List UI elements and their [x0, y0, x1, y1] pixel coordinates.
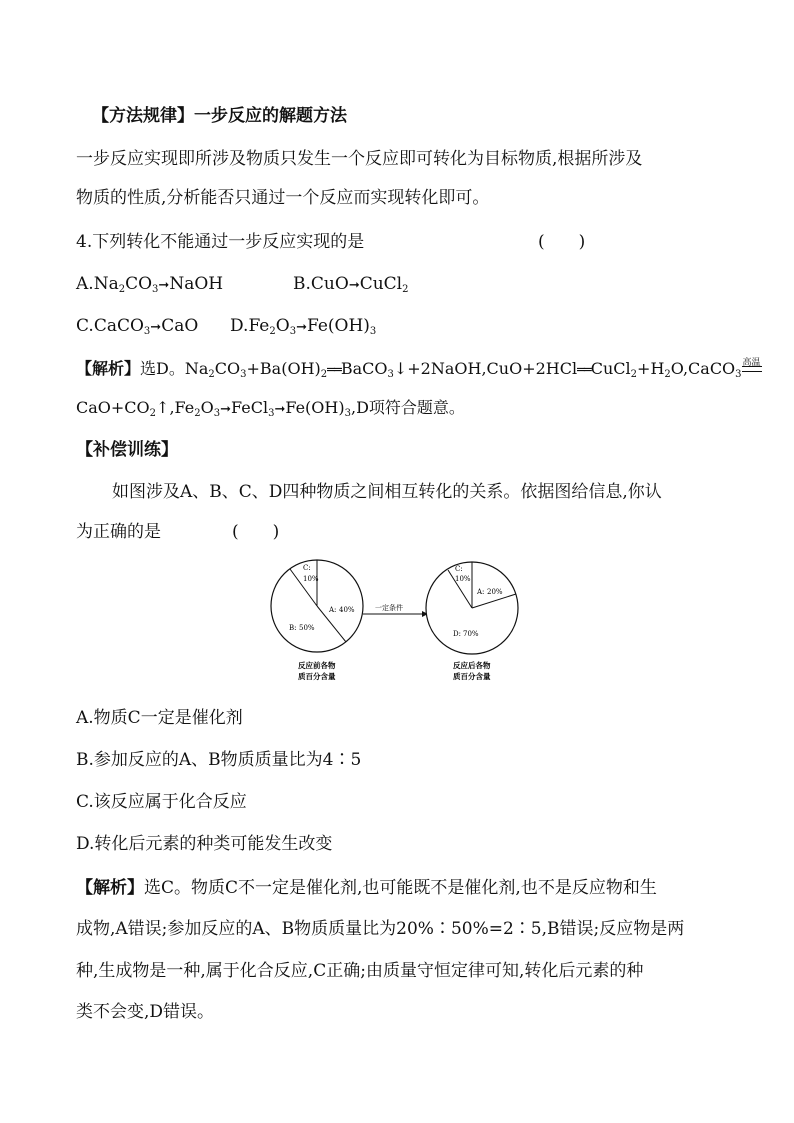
reaction-condition-label: 一定条件: [375, 604, 403, 612]
left-caption-2: 质百分含量: [298, 672, 336, 681]
answer-line-4: 类不会变,D错误。: [76, 1002, 215, 1022]
option-c: C.该反应属于化合反应: [76, 792, 247, 812]
right-pie: [426, 562, 518, 654]
right-slice-c-label: C:: [455, 565, 463, 573]
right-slice-a-label: A:: [477, 588, 485, 596]
left-slice-b-label: B:: [289, 624, 297, 632]
answer-line-2: 成物,A错误;参加反应的A、B物质质量比为20%∶50%=2∶5,B错误;反应物是两: [76, 919, 685, 939]
reaction-condition: 高温: [742, 357, 762, 375]
question-4-option-a: $A.Na_2CO_3➞NaOH$: [76, 274, 224, 295]
supplementary-stem-1: 如图涉及A、B、C、D四种物质之间相互转化的关系。依据图给信息,你认: [112, 482, 662, 502]
reaction-pie-figure: [270, 556, 530, 686]
question-4-option-d: $D.Fe_2O_3➞Fe(OH)_3$: [230, 316, 377, 337]
right-slice-d-value: 70%: [463, 630, 479, 638]
left-slice-c-label: C:: [303, 564, 311, 572]
question-4-option-b: B.CuO➞CuCl$_2$: [293, 274, 409, 295]
right-slice-a-value: 20%: [487, 588, 503, 596]
answer-line-1: 【解析】选C。物质C不一定是催化剂,也可能既不是催化剂,也不是反应物和生: [76, 878, 657, 898]
left-slice-c-value: 10%: [303, 575, 319, 583]
question-4-option-c: C.CaCO$_3$➞CaO: [76, 316, 199, 337]
left-slice-b-value: 50%: [299, 624, 315, 632]
left-slice-a-value: 40%: [339, 606, 355, 614]
supplementary-answer-paren: ( ): [232, 522, 280, 542]
left-pie: [271, 560, 363, 652]
option-b: B.参加反应的A、B物质质量比为4∶5: [76, 750, 362, 770]
right-caption-1: 反应后各物: [453, 661, 491, 670]
right-slice-c-value: 10%: [455, 575, 471, 583]
left-slice-a-label: A:: [329, 606, 337, 614]
left-caption-1: 反应前各物: [298, 661, 336, 670]
supplementary-stem-2: 为正确的是: [76, 522, 161, 542]
reaction-arrow: [363, 603, 428, 617]
method-paragraph-2: 物质的性质,分析能否只通过一个反应而实现转化即可。: [76, 188, 490, 208]
right-caption-2: 质百分含量: [453, 672, 491, 681]
answer-4-line-1: 【解析】选D。$Na_2CO_3+Ba(OH)_2══BaCO_3↓+2NaOH,CuO+2HCl══CuCl_2+H_2O,CaCO_3$ 高温: [76, 358, 761, 380]
answer-line-3: 种,生成物是一种,属于化合反应,C正确;由质量守恒定律可知,转化后元素的种: [76, 961, 644, 981]
question-4-answer-paren: ( ): [538, 232, 586, 252]
method-title: 【方法规律】一步反应的解题方法: [92, 106, 347, 126]
method-paragraph-1: 一步反应实现即所涉及物质只发生一个反应即可转化为目标物质,根据所涉及: [76, 149, 643, 169]
option-a: A.物质C一定是催化剂: [76, 708, 243, 728]
question-4-stem: 4.下列转化不能通过一步反应实现的是: [76, 232, 365, 252]
answer-4-line-2: $CaO+CO_2↑,Fe_2O_3➞FeCl_3➞Fe(OH)_3,D$项符合题意。: [76, 398, 465, 419]
right-slice-d-label: D:: [453, 630, 461, 638]
supplementary-title: 【补偿训练】: [76, 440, 178, 460]
option-d: D.转化后元素的种类可能发生改变: [76, 834, 333, 854]
